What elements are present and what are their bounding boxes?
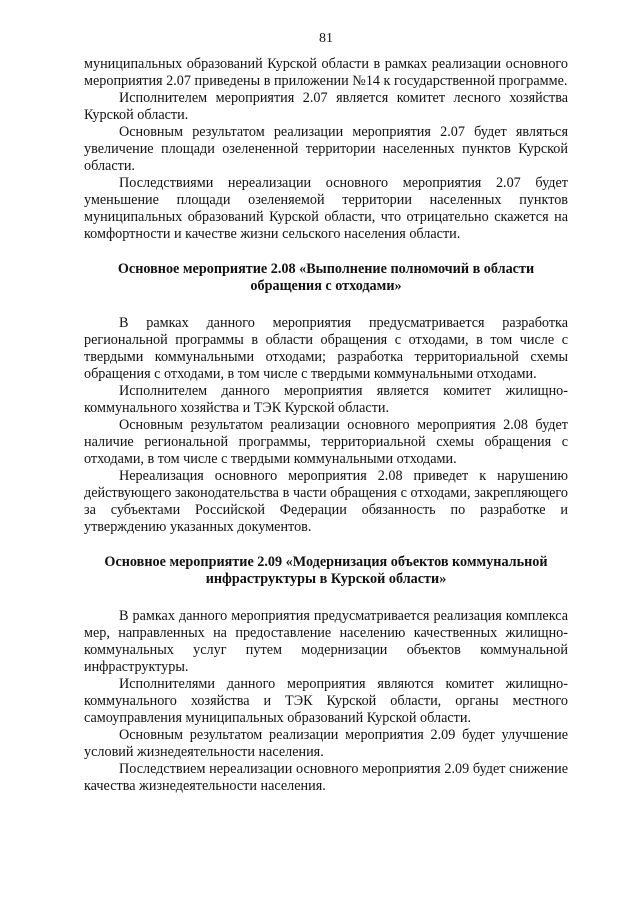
- spacer: [84, 588, 568, 608]
- paragraph: В рамках данного мероприятия предусматривается разработка региональной программы в области обращения с отходами, в том числе с твердыми коммунальными отходами; разработка территориальной схемы обращения с отходами, в том числе с твердыми коммунальными отходами.: [84, 315, 568, 382]
- section-heading: Основное мероприятие 2.08 «Выполнение полномочий в области обращения с отходами»: [117, 261, 535, 294]
- paragraph: Исполнителем мероприятия 2.07 является комитет лесного хозяйства Курской области.: [84, 90, 568, 123]
- paragraph: Нереализация основного мероприятия 2.08 приведет к нарушению действующего законодательства в части обращения с отходами, закрепляющего за субъектами Российской Федерации обязанность по разработке и утверждению указанных документов.: [84, 468, 568, 535]
- document-page: [84, 30, 568, 795]
- paragraph: Основным результатом реализации мероприятия 2.09 будет улучшение условий жизнедеятельности населения.: [84, 727, 568, 760]
- spacer: [84, 536, 568, 554]
- paragraph: Исполнителем данного мероприятия является комитет жилищно-коммунального хозяйства и ТЭК Курской области.: [84, 383, 568, 416]
- spacer: [84, 243, 568, 261]
- section-heading: Основное мероприятие 2.09 «Модернизация объектов коммунальной инфраструктуры в Курской области»: [104, 554, 548, 587]
- page-number: 81: [319, 31, 333, 46]
- paragraph: Основным результатом реализации основного мероприятия 2.08 будет наличие региональной программы, территориальной схемы обращения с отходами, в том числе с твердыми коммунальными отходами.: [84, 417, 568, 467]
- paragraph: Основным результатом реализации мероприятия 2.07 будет являться увеличение площади озелененной территории населенных пунктов Курской области.: [84, 124, 568, 174]
- paragraph: Последствиями нереализации основного мероприятия 2.07 будет уменьшение площади озеленяемой территории населенных пунктов муниципальных образований Курской области, что отрицательно скажется на комфортности и качестве жизни сельского населения области.: [84, 175, 568, 242]
- paragraph: В рамках данного мероприятия предусматривается реализация комплекса мер, направленных на предоставление населению качественных жилищно-коммунальных услуг путем модернизации объектов коммунальной инфраструктуры.: [84, 608, 568, 675]
- paragraph: муниципальных образований Курской области в рамках реализации основного мероприятия 2.07 приведены в приложении №14 к государственной программе.: [84, 56, 568, 89]
- spacer: [84, 295, 568, 315]
- paragraph: Последствием нереализации основного мероприятия 2.09 будет снижение качества жизнедеятельности населения.: [84, 761, 568, 794]
- paragraph: Исполнителями данного мероприятия являются комитет жилищно-коммунального хозяйства и ТЭК Курской области, органы местного самоуправления муниципальных образований Курской области.: [84, 676, 568, 726]
